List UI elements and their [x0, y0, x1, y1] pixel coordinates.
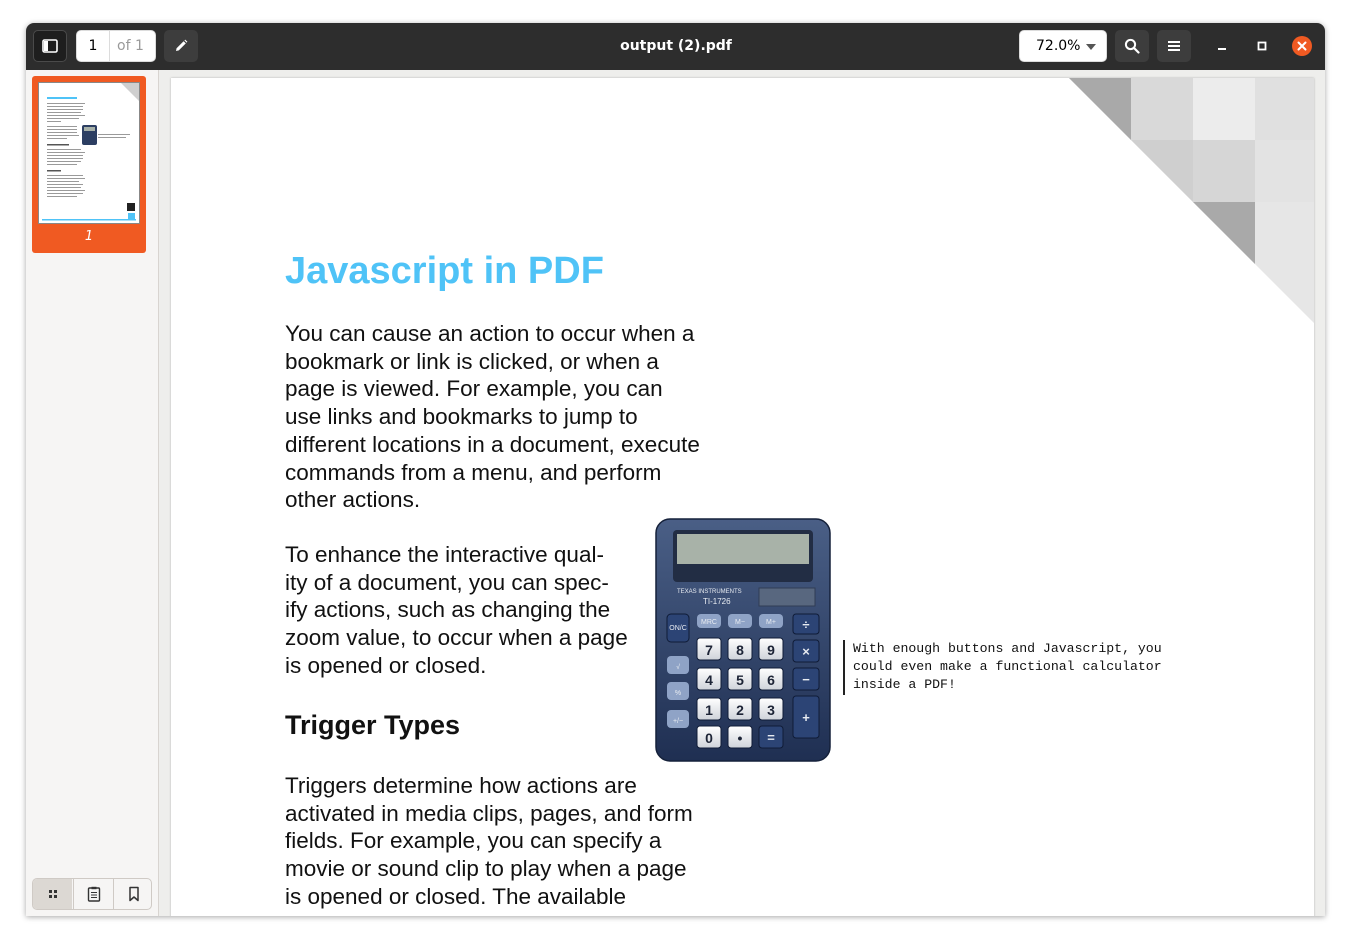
svg-text:2: 2	[736, 702, 744, 718]
zoom-selector[interactable]	[1019, 30, 1107, 62]
outline-icon	[87, 886, 101, 902]
menu-button[interactable]	[1157, 30, 1191, 62]
thumbnail-preview	[38, 82, 140, 224]
document-view[interactable]	[159, 70, 1325, 916]
corner-decoration	[171, 78, 1314, 338]
thumbnails-tab[interactable]	[33, 879, 72, 909]
svg-text:4: 4	[705, 672, 713, 688]
bookmark-icon	[128, 886, 140, 902]
svg-text:M+: M+	[766, 619, 776, 626]
svg-text:•: •	[737, 730, 743, 746]
svg-text:MRC: MRC	[701, 619, 717, 626]
close-button[interactable]	[1292, 36, 1312, 56]
sidebar-icon	[42, 39, 58, 53]
paragraph-2: To enhance the interactive qual- ity of a document, you can spec- ify actions, such as changing the zoom value, to occur when a page is opened or closed.	[285, 542, 628, 678]
svg-text:+/−: +/−	[672, 718, 684, 725]
svg-text:0: 0	[705, 730, 713, 746]
svg-text:ON/C: ON/C	[669, 625, 687, 632]
search-icon	[1124, 38, 1140, 54]
minimize-button[interactable]	[1212, 36, 1232, 56]
svg-text:=: =	[767, 730, 775, 745]
svg-text:%: %	[674, 690, 682, 697]
svg-text:−: −	[802, 672, 810, 687]
calculator-brand: TEXAS INSTRUMENTS	[677, 589, 742, 595]
calculator-image	[655, 518, 831, 762]
svg-text:÷: ÷	[802, 617, 810, 632]
svg-text:7: 7	[705, 642, 713, 658]
page-thumbnail[interactable]	[32, 76, 146, 253]
page-count-label: of 1	[117, 38, 144, 54]
svg-text:M−: M−	[735, 619, 745, 626]
sidebar-toggle-button[interactable]	[33, 30, 67, 62]
header-bar	[26, 23, 1325, 70]
calculator-caption: With enough buttons and Javascript, you could even make a functional calculator inside a PDF!	[843, 640, 1233, 695]
section-heading-trigger-types: Trigger Types	[285, 710, 461, 740]
thumbnails-icon	[47, 888, 59, 900]
svg-text:9: 9	[767, 642, 775, 658]
document-heading: Javascript in PDF	[285, 250, 604, 292]
annotate-button[interactable]	[164, 30, 198, 62]
pdf-page	[171, 78, 1314, 916]
sidebar	[26, 70, 159, 916]
maximize-icon	[1257, 41, 1267, 51]
pdf-viewer-window	[26, 23, 1325, 916]
svg-text:5: 5	[736, 672, 744, 688]
svg-text:1: 1	[705, 702, 713, 718]
paragraph-3: Triggers determine how actions are activated in media clips, pages, and form fields. For example, you can specify a movie or sound clip to play when a page is opened or closed. The available	[285, 773, 693, 909]
document-title: output (2).pdf	[620, 38, 732, 54]
svg-text:3: 3	[767, 702, 775, 718]
hamburger-icon	[1167, 40, 1181, 52]
calculator-model: TI-1726	[703, 597, 731, 606]
minimize-icon	[1217, 41, 1227, 51]
svg-text:√: √	[676, 664, 680, 671]
close-icon	[1292, 36, 1312, 56]
maximize-button[interactable]	[1252, 36, 1272, 56]
current-page-input[interactable]: 1	[77, 31, 110, 61]
thumbnail-page-number: 1	[84, 229, 94, 244]
svg-text:×: ×	[802, 644, 810, 659]
paragraph-1: You can cause an action to occur when a bookmark or link is clicked, or when a page is viewed. For example, you can use links and bookmarks to jump to different locations in a document, execute commands from a menu, and perform other actions.	[285, 321, 700, 513]
zoom-value: 72.0%	[1036, 38, 1081, 54]
outline-tab[interactable]	[73, 879, 113, 909]
pencil-icon	[174, 39, 188, 53]
svg-text:8: 8	[736, 642, 744, 658]
search-button[interactable]	[1115, 30, 1149, 62]
chevron-down-icon	[1086, 44, 1096, 50]
sidebar-view-switcher	[32, 878, 152, 910]
svg-text:+: +	[802, 710, 810, 725]
page-number-entry[interactable]	[76, 30, 156, 62]
svg-text:6: 6	[767, 672, 775, 688]
bookmarks-tab[interactable]	[113, 879, 153, 909]
